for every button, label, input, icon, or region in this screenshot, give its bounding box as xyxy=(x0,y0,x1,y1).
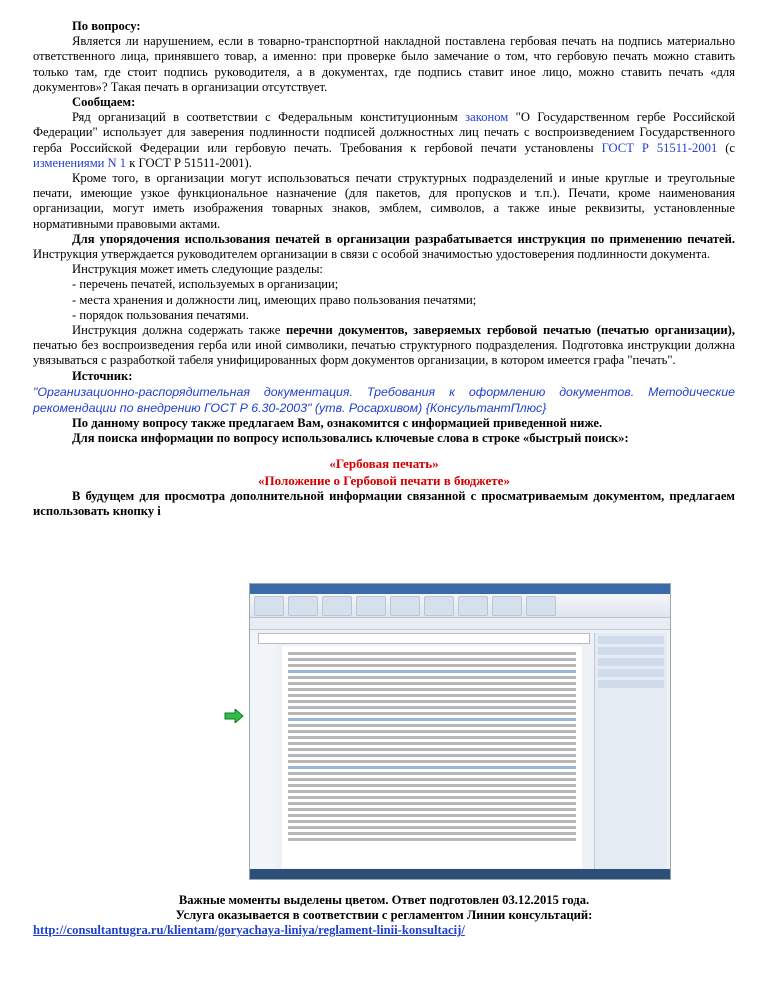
keyword-1: «Гербовая печать» xyxy=(329,456,439,472)
future-hint: В будущем для просмотра дополнительной информации связанной с просматриваемым документом, предлагаем использовать кнопку i xyxy=(33,489,735,519)
question-heading: По вопросу: xyxy=(72,19,141,33)
answer-paragraph-2: Кроме того, в организации могут использоваться печати структурных подразделений и иные круглые и треугольные печати, имеющие узкое функциональное назначение (для пакетов, для пропусков и т.п.). Печати, кроме наименования организации, могут иметь изображения товарных знаков, эмблем, символов, а также иные реквизиты, установленные нормативными правовыми актами. xyxy=(33,171,735,231)
screenshot-titlebar xyxy=(250,584,670,594)
footer-service: Услуга оказывается в соответствии с регламентом Линии консультаций: xyxy=(175,908,593,923)
source-link[interactable]: "Организационно-распорядительная документация. Требования к оформлению документов. Методические рекомендации по внедрению ГОСТ Р 6.30-2003" (утв. Росархивом) {КонсультантПлюс} xyxy=(33,384,735,415)
question-text: Является ли нарушением, если в товарно-транспортной накладной поставлена гербовая печать на подпись материально ответственного лица, принявшего товар, а именно: при проверке было замечание о том, что гербовую печать можно ставить только там, где стоит подпись руководителя, а в документах, где подпись ставит иное лицо, можно ставить печать «для документов»? Такая печать в организации отсутствует. xyxy=(33,34,735,94)
amendments-link[interactable]: изменениями N 1 xyxy=(33,155,127,170)
sections-intro: Инструкция может иметь следующие разделы: xyxy=(72,262,323,277)
list-item: - перечень печатей, используемых в организации; xyxy=(72,277,339,292)
screenshot-document-text xyxy=(282,646,582,868)
answer-paragraph-3: Для упорядочения использования печатей в организации разрабатывается инструкция по применению печатей. Инструкция утверждается руководителем организации в связи с особой значимостью удостоверения подлинности документа. xyxy=(33,231,735,262)
offer-text: По данному вопросу также предлагаем Вам, ознакомится с информацией приведенной ниже. xyxy=(72,415,603,430)
answer-heading: Сообщаем: xyxy=(72,95,136,110)
law-link[interactable]: законом xyxy=(465,110,509,125)
green-arrow-icon xyxy=(224,709,244,723)
screenshot-search-bar xyxy=(258,633,590,644)
program-screenshot xyxy=(249,583,671,880)
gost-link[interactable]: ГОСТ Р 51511-2001 xyxy=(601,140,718,155)
screenshot-side-panel xyxy=(594,633,667,869)
regulation-link[interactable]: http://consultantugra.ru/klientam/goryachaya-liniya/reglament-linii-konsultacij/ xyxy=(33,923,465,938)
list-item: - места хранения и должности лиц, имеющих право пользования печатями; xyxy=(72,292,477,307)
screenshot-taskbar xyxy=(250,869,670,879)
keyword-2: «Положение о Гербовой печати в бюджете» xyxy=(258,473,510,489)
source-heading: Источник: xyxy=(72,368,133,383)
screenshot-toolbar xyxy=(250,618,670,630)
answer-paragraph-5: Инструкция должна содержать также перечни документов, заверяемых гербовой печатью (печатью организации), печатью без воспроизведения герба или иной символики, печатью структурного подразделения. Подготовка инструкции должна увязываться с разработкой табеля унифицированных форм документов организации, в котором имеется графа "печать". xyxy=(33,323,735,368)
footer xyxy=(33,893,735,939)
answer-body xyxy=(33,19,735,520)
list-item: - порядок пользования печатями. xyxy=(72,307,249,322)
keywords-intro: Для поиска информации по вопросу использовались ключевые слова в строке «быстрый поиск»: xyxy=(72,431,629,446)
screenshot-ribbon xyxy=(250,594,670,618)
footer-note: Важные моменты выделены цветом. Ответ подготовлен 03.12.2015 года. xyxy=(178,893,590,907)
answer-paragraph-1: Ряд организаций в соответствии с Федеральным конституционным законом "О Государственном гербе Российской Федерации" использует для заверения подлинности подписей должностных лиц печать с воспроизведением Государственного герба Российской Федерации или гербовую печать. Требования к гербовой печати установлены ГОСТ Р 51511-2001 (с изменениями N 1 к ГОСТ Р 51511-2001). xyxy=(33,110,736,170)
screenshot-left-pane xyxy=(250,633,276,869)
